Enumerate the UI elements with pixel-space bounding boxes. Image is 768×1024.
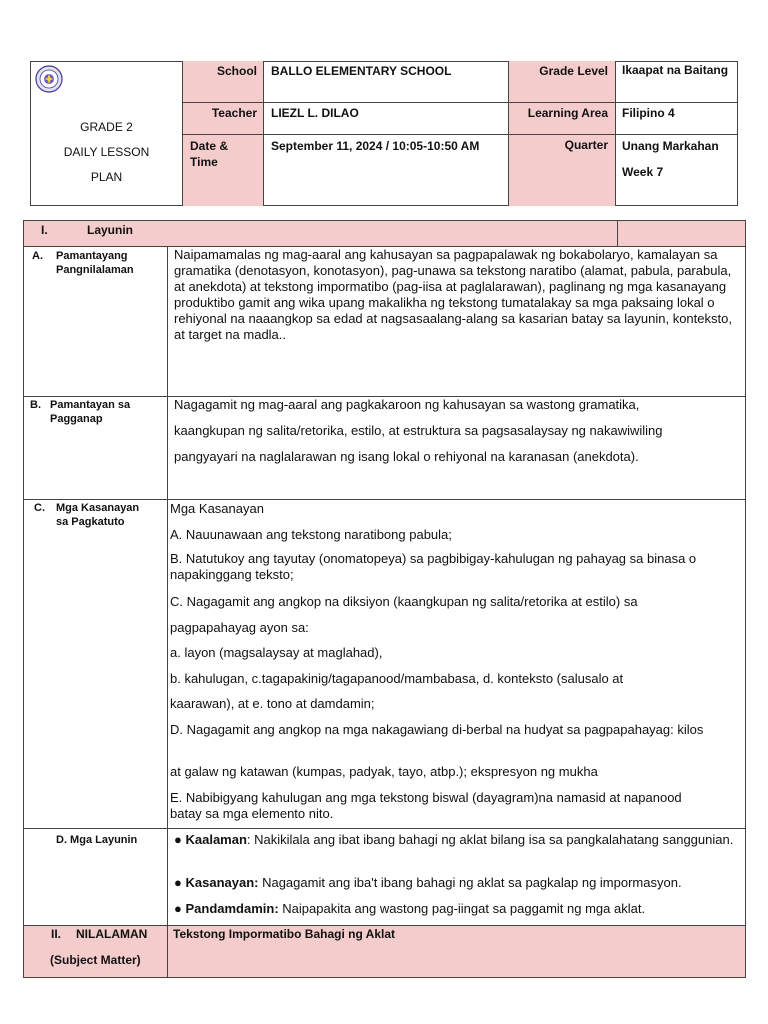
- school-label: School: [216, 64, 257, 78]
- row-b-label: Pamantayan sa Pagganap: [50, 399, 131, 425]
- row-d-term-3: Pandamdamin:: [185, 901, 279, 916]
- row-c-item-a: A. Nauunawaan ang tekstong naratibong pabula;: [170, 527, 452, 542]
- row-c-divider: [24, 828, 745, 829]
- row-d-term-2: Kasanayan:: [185, 875, 259, 890]
- date-value: September 11, 2024 / 10:05-10:50 AM: [271, 139, 480, 153]
- teacher-value: LIEZL L. DILAO: [271, 106, 359, 120]
- row-b-line2: kaangkupan ng salita/retorika, estilo, at estruktura sa pagsasalaysay ng nakawiwiling: [174, 423, 663, 438]
- row-d-item-3: [174, 901, 737, 917]
- deped-seal-icon: [35, 65, 63, 93]
- nilalaman-title: NILALAMAN: [76, 927, 148, 941]
- grade-label: GRADE 2: [80, 120, 133, 134]
- date-label: Date & Time: [190, 139, 229, 169]
- bullet-icon: ●: [174, 901, 182, 916]
- teacher-value-cell: [264, 103, 509, 135]
- grade-level-value: Ikaapat na Baitang: [622, 63, 729, 77]
- row-d-text-3: Naipapakita ang wastong pag-iingat sa paggamit ng mga aklat.: [278, 901, 646, 916]
- row-c-item-c5: kaarawan), at e. tono at damdamin;: [170, 696, 375, 711]
- row-b-line1: Nagagamit ng mag-aaral ang pagkakaroon ng kahusayan sa wastong gramatika,: [174, 397, 640, 412]
- row-b-line3: pangyayari na naglalarawan ng isang lokal o rehiyonal na karanasan (anekdota).: [174, 449, 639, 464]
- row-a-letter: A.: [32, 250, 43, 262]
- column-divider: [167, 247, 168, 977]
- layunin-header-divider: [617, 221, 618, 247]
- grade-level-label: Grade Level: [539, 64, 608, 78]
- nilalaman-divider: [167, 926, 168, 977]
- learning-area-value: Filipino 4: [622, 106, 675, 120]
- nilalaman-num: II.: [51, 927, 62, 941]
- date-label-cell: [183, 135, 264, 206]
- logo-cell: [30, 61, 183, 206]
- row-a-label: Pamantayang Pangnilalaman: [56, 250, 134, 276]
- layunin-title: Layunin: [87, 223, 134, 237]
- row-c-letter: C.: [34, 502, 45, 514]
- date-value-cell: [264, 135, 509, 206]
- week-value: Week 7: [622, 165, 664, 179]
- grade-level-label-cell: [509, 61, 616, 103]
- row-c-heading: Mga Kasanayan: [170, 501, 264, 516]
- row-c-item-c2: pagpapahayag ayon sa:: [170, 620, 309, 635]
- row-d-label: D. Mga Layunin: [56, 834, 138, 846]
- school-value: BALLO ELEMENTARY SCHOOL: [271, 64, 452, 78]
- grade-level-value-cell: [616, 61, 738, 103]
- quarter-label-cell: [509, 135, 616, 206]
- plan-label: PLAN: [90, 170, 123, 184]
- bullet-icon: ●: [174, 832, 182, 847]
- learning-area-label: Learning Area: [527, 106, 608, 120]
- row-c-item-c: C. Nagagamit ang angkop na diksiyon (kaangkupan ng salita/retorika at estilo) sa: [170, 594, 638, 609]
- row-d-term-1: Kaalaman: [185, 832, 247, 847]
- row-c-item-d: D. Nagagamit ang angkop na mga nakagawiang di-berbal na hudyat sa pagpapahayag: kilos: [170, 722, 704, 737]
- teacher-label: Teacher: [211, 106, 257, 120]
- row-c-item-b: B. Natutukoy ang tayutay (onomatopeya) sa pagbibigay-kahulugan ng pahayag sa binasa o napakinggang teksto;: [170, 551, 697, 582]
- row-c-item-d2: at galaw ng katawan (kumpas, padyak, tayo, atbp.); ekspresyon ng mukha: [170, 764, 598, 779]
- school-label-cell: [183, 61, 264, 103]
- row-b-letter: B.: [30, 399, 41, 411]
- quarter-value: Unang Markahan: [622, 139, 719, 153]
- layunin-num: I.: [41, 223, 48, 237]
- row-a-text: Naipamamalas ng mag-aaral ang kahusayan sa pagpapalawak ng bokabolaryo, kamalayan sa gramatika (denotasyon, konotasyon), pag-unawa sa tekstong naratibo (alamat, pabula, parabula, at anekdota) at tekstong impormatibo (pag-iisa at paglalarawan), paglinang ng mga kasanayang produktibo gamit ang wika upang makalikha ng tekstong tumatalakay sa mga paksaing lokal o rehiyonal na naaangkop sa edad at nagsasaalang-alang sa kasarian batay sa layunin, konteksto, at target na madla..: [174, 247, 732, 342]
- school-value-cell: [264, 61, 509, 103]
- learning-area-value-cell: [616, 103, 738, 135]
- row-b-divider: [24, 499, 745, 500]
- nilalaman-subtitle: (Subject Matter): [50, 953, 141, 967]
- nilalaman-value: Tekstong Impormatibo Bahagi ng Aklat: [173, 927, 396, 941]
- row-c-item-c4: b. kahulugan, c.tagapakinig/tagapanood/mambabasa, d. konteksto (salusalo at: [170, 671, 624, 686]
- row-c-label: Mga Kasanayan sa Pagkatuto: [56, 502, 140, 528]
- row-d-text-1: : Nakikilala ang ibat ibang bahagi ng aklat bilang isa sa pangkalahatang sanggunian.: [246, 832, 734, 847]
- bullet-icon: ●: [174, 875, 182, 890]
- row-c-item-c3: a. layon (magsalaysay at maglahad),: [170, 645, 383, 660]
- row-d-item-1: [174, 832, 737, 848]
- teacher-label-cell: [183, 103, 264, 135]
- row-d-text-2: Nagagamit ang iba't ibang bahagi ng aklat sa pagkalap ng impormasyon.: [258, 875, 682, 890]
- quarter-value-cell: [616, 135, 738, 206]
- row-d-item-2: [174, 875, 737, 891]
- learning-area-label-cell: [509, 103, 616, 135]
- daily-lesson-label: DAILY LESSON: [63, 145, 150, 159]
- row-c-item-e: E. Nabibigyang kahulugan ang mga tekstong biswal (dayagram)na namasid at napanood batay sa mga elemento nito.: [170, 790, 682, 821]
- quarter-label: Quarter: [564, 138, 608, 152]
